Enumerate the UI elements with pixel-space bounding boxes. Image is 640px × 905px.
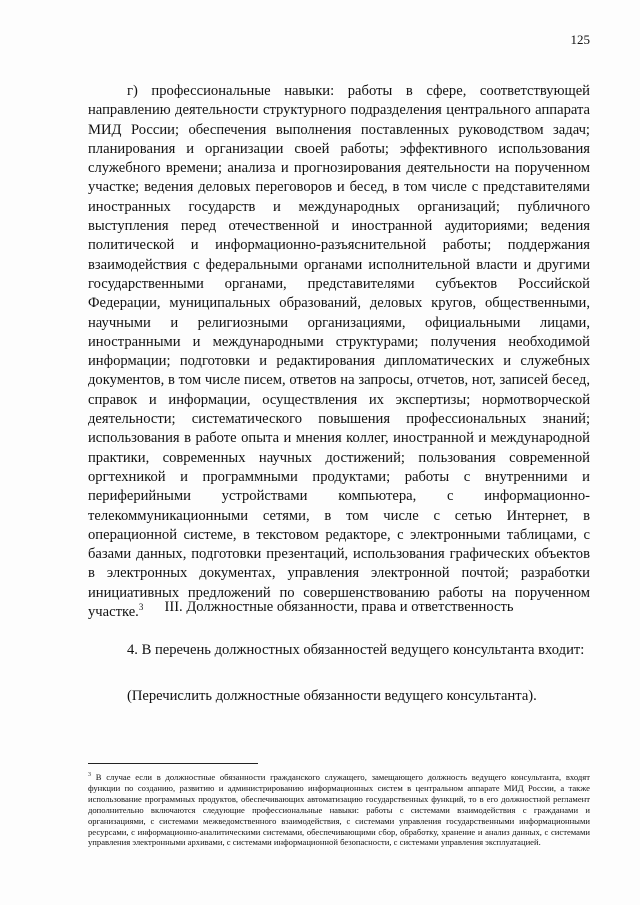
section-heading: III. Должностные обязанности, права и ответственность (164, 599, 514, 615)
footnote-separator (88, 763, 258, 764)
paragraph-duties-instruction: (Перечислить должностные обязанности ведущего консультанта). (127, 688, 537, 704)
footnote (88, 772, 590, 848)
footnote-marker: 3 (88, 772, 91, 779)
footnote-reference[interactable]: 3 (138, 602, 144, 613)
paragraph-professional-skills (88, 82, 590, 622)
page-number: 125 (570, 32, 590, 47)
paragraph-duties-intro: 4. В перечень должностных обязанностей ведущего консультанта входит: (127, 642, 585, 658)
footnote-text: В случае если в должностные обязанности гражданского служащего, замещающего должность ведущего консультанта, входят функции по созданию, развитию и администрированию информационных систем в центральном аппарате МИД России, а также использование программных продуктов, обеспечивающих автоматизацию государственных функций, то в его должностной регламент дополнительно включаются следующие профессиональные навыки: работы с системами взаимодействия с гражданами и организациями, с системами межведомственного взаимодействия, с системами управления государственными информационными ресурсами, с информационно-аналитическими системами, обеспечивающими сбор, обработку, хранение и анализ данных, с системами управления электронными архивами, с системами информационной безопасности, с системами управления эксплуатацией. (88, 772, 590, 848)
paragraph-professional-skills-text: г) профессиональные навыки: работы в сфере, соответствующей направлению деятельности структурного подразделения центрального аппарата МИД России; обеспечения выполнения поставленных руководством задач; планирования и организации своей работы; эффективного использования служебного времени; анализа и прогнозирования деятельности на порученном участке; ведения деловых переговоров и бесед, в том числе с представителями иностранных государств и международных организаций; публичного выступления перед отечественной и иностранной аудиториями; ведения политической и информационно-разъяснительной работы; поддержания взаимодействия с федеральными органами исполнительной власти и другими государственными органами, представителями субъектов Российской Федерации, муниципальных образований, деловых кругов, общественными, научными и религиозными организациями, официальными лицами, иностранными и международными структурами; получения необходимой информации; подготовки и редактирования дипломатических и служебных документов, в том числе писем, ответов на запросы, отчетов, нот, записей бесед, справок и информации, осуществления их экспертизы; нормотворческой деятельности; систематического повышения профессиональных знаний; использования в работе опыта и мнения коллег, иностранной и международной практики, современных научных достижений; пользования современной оргтехникой и программными продуктами; работы с внутренними и периферийными устройствами компьютера, с информационно-телекоммуникационными сетями, в том числе с сетью Интернет, в операционной системе, в текстовом редакторе, с электронными таблицами, с базами данных, подготовки презентаций, использования графических объектов в электронных документах, управления электронной почтой; разработки инициативных предложений по совершенствованию работы на порученном участке. (88, 83, 590, 621)
